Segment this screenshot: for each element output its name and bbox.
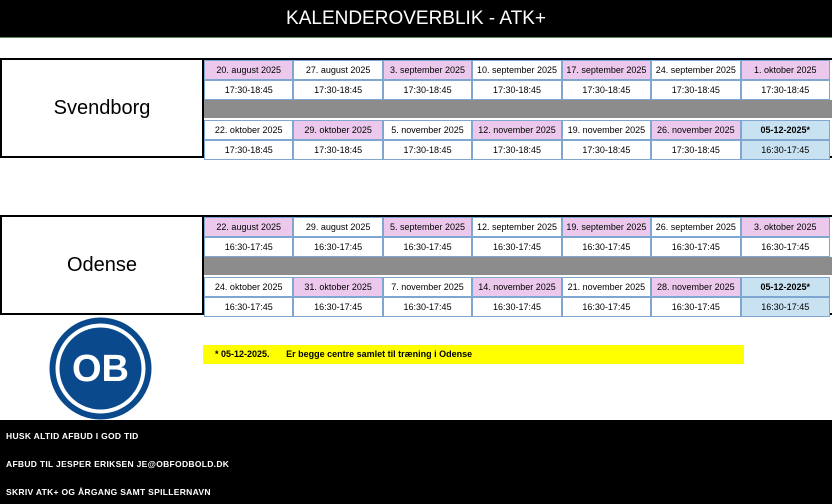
time-cell: 17:30-18:45 <box>293 80 382 100</box>
time-cell: 16:30-17:45 <box>293 297 382 317</box>
date-cell: 28. november 2025 <box>651 277 740 297</box>
date-cell: 19. september 2025 <box>562 217 651 237</box>
date-cell: 05-12-2025* <box>741 277 830 297</box>
time-cell: 17:30-18:45 <box>562 80 651 100</box>
date-cell: 26. november 2025 <box>651 120 740 140</box>
time-cell: 16:30-17:45 <box>741 237 830 257</box>
ob-logo <box>48 316 153 421</box>
time-cell: 17:30-18:45 <box>651 140 740 160</box>
date-cell: 29. august 2025 <box>293 217 382 237</box>
time-row <box>204 80 830 100</box>
date-row <box>204 277 830 297</box>
note-banner <box>203 345 744 364</box>
date-cell: 24. oktober 2025 <box>204 277 293 297</box>
time-cell: 16:30-17:45 <box>741 297 830 317</box>
note-text: Er begge centre samlet til træning i Odense <box>286 349 473 359</box>
date-cell: 19. november 2025 <box>562 120 651 140</box>
date-cell: 5. september 2025 <box>383 217 472 237</box>
date-cell: 21. november 2025 <box>562 277 651 297</box>
date-cell: 05-12-2025* <box>741 120 830 140</box>
date-cell: 12. september 2025 <box>472 217 561 237</box>
logo-text: OB <box>72 348 129 390</box>
time-cell: 17:30-18:45 <box>293 140 382 160</box>
footer <box>0 420 832 504</box>
time-cell: 16:30-17:45 <box>472 297 561 317</box>
svendborg-section <box>0 58 832 158</box>
section-name: Odense <box>0 215 204 315</box>
date-cell: 7. november 2025 <box>383 277 472 297</box>
time-cell: 16:30-17:45 <box>472 237 561 257</box>
time-row <box>204 140 830 160</box>
date-cell: 3. oktober 2025 <box>741 217 830 237</box>
date-row <box>204 217 830 237</box>
date-row <box>204 120 830 140</box>
schedule-grid <box>204 58 832 158</box>
time-cell: 16:30-17:45 <box>651 237 740 257</box>
footer-line: HUSK ALTID AFBUD I GOD TID <box>6 431 139 441</box>
date-cell: 5. november 2025 <box>383 120 472 140</box>
date-cell: 24. september 2025 <box>651 60 740 80</box>
schedule-grid <box>204 215 832 315</box>
date-cell: 3. september 2025 <box>383 60 472 80</box>
time-cell: 17:30-18:45 <box>472 80 561 100</box>
date-cell: 1. oktober 2025 <box>741 60 830 80</box>
time-cell: 16:30-17:45 <box>383 237 472 257</box>
note-marker: * 05-12-2025. <box>215 349 270 359</box>
time-cell: 17:30-18:45 <box>651 80 740 100</box>
time-row <box>204 297 830 317</box>
divider-bar <box>204 257 832 275</box>
time-cell: 16:30-17:45 <box>741 140 830 160</box>
date-cell: 22. august 2025 <box>204 217 293 237</box>
time-cell: 16:30-17:45 <box>651 297 740 317</box>
date-cell: 26. september 2025 <box>651 217 740 237</box>
date-row <box>204 60 830 80</box>
time-cell: 16:30-17:45 <box>383 297 472 317</box>
time-cell: 17:30-18:45 <box>383 140 472 160</box>
date-cell: 14. november 2025 <box>472 277 561 297</box>
time-cell: 16:30-17:45 <box>562 237 651 257</box>
date-cell: 10. september 2025 <box>472 60 561 80</box>
page-title: KALENDEROVERBLIK - ATK+ <box>286 8 546 29</box>
date-cell: 20. august 2025 <box>204 60 293 80</box>
date-cell: 27. august 2025 <box>293 60 382 80</box>
time-cell: 17:30-18:45 <box>204 140 293 160</box>
time-cell: 17:30-18:45 <box>383 80 472 100</box>
divider-bar <box>204 100 832 118</box>
section-name: Svendborg <box>0 58 204 158</box>
time-cell: 16:30-17:45 <box>293 237 382 257</box>
date-cell: 12. november 2025 <box>472 120 561 140</box>
time-cell: 17:30-18:45 <box>562 140 651 160</box>
time-cell: 17:30-18:45 <box>741 80 830 100</box>
odense-section <box>0 215 832 315</box>
time-cell: 16:30-17:45 <box>204 237 293 257</box>
time-row <box>204 237 830 257</box>
date-cell: 29. oktober 2025 <box>293 120 382 140</box>
footer-line: AFBUD TIL JESPER ERIKSEN JE@OBFODBOLD.DK <box>6 459 230 469</box>
date-cell: 17. september 2025 <box>562 60 651 80</box>
date-cell: 22. oktober 2025 <box>204 120 293 140</box>
footer-line: SKRIV ATK+ OG ÅRGANG SAMT SPILLERNAVN <box>6 487 211 497</box>
time-cell: 17:30-18:45 <box>204 80 293 100</box>
time-cell: 16:30-17:45 <box>562 297 651 317</box>
page-header <box>0 0 832 38</box>
time-cell: 16:30-17:45 <box>204 297 293 317</box>
date-cell: 31. oktober 2025 <box>293 277 382 297</box>
time-cell: 17:30-18:45 <box>472 140 561 160</box>
